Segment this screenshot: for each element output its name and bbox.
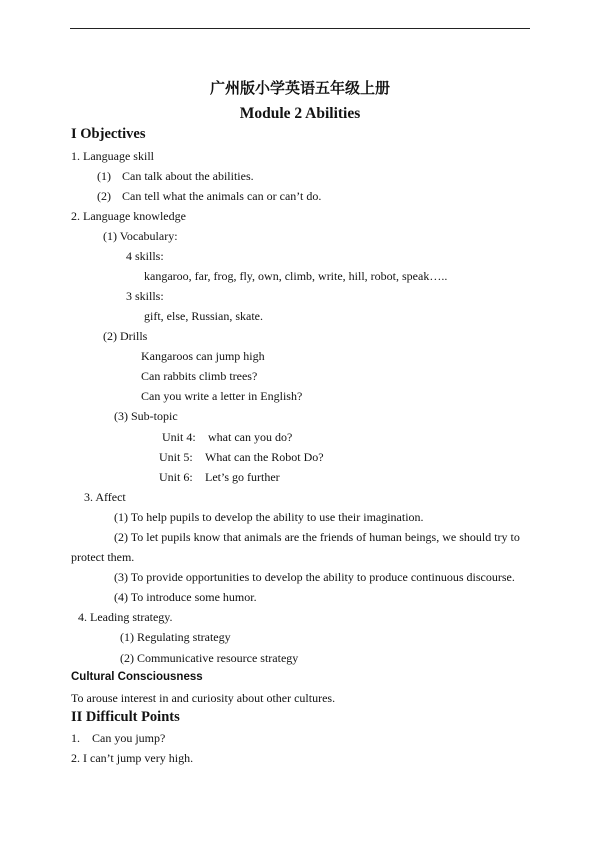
unit-label: Unit 6: [159, 470, 193, 484]
vocabulary-label: (1) Vocabulary: [103, 229, 178, 243]
difficult-point-item [71, 751, 193, 765]
unit-title: what can you do? [208, 430, 293, 444]
language-skill-item [97, 189, 321, 203]
affect-item-continuation: protect them. [71, 550, 135, 564]
subtopic-item [162, 430, 292, 444]
difficult-points-heading: II Difficult Points [71, 709, 180, 725]
item-number: 2. [71, 751, 80, 765]
affect-item: (1) To help pupils to develop the ability to use their imagination. [114, 510, 424, 524]
affect-label: 3. Affect [84, 490, 126, 504]
unit-label: Unit 5: [159, 450, 193, 464]
item-text: Can tell what the animals can or can’t do. [122, 189, 322, 203]
drill-sentence: Can you write a letter in English? [141, 389, 303, 403]
item-text: Can talk about the abilities. [122, 169, 254, 183]
unit-title: Let’s go further [205, 470, 280, 484]
item-text: I can’t jump very high. [83, 751, 194, 765]
chinese-title: 广州版小学英语五年级上册 [209, 79, 390, 97]
unit-label: Unit 4: [162, 430, 196, 444]
difficult-point-item [71, 731, 165, 745]
strategy-item: (2) Communicative resource strategy [120, 651, 299, 665]
strategy-item: (1) Regulating strategy [120, 630, 231, 644]
item-text: Can you jump? [92, 731, 166, 745]
language-skill-label: 1. Language skill [71, 149, 154, 163]
affect-item: (2) To let pupils know that animals are the friends of human beings, we should try to [114, 530, 520, 544]
cultural-heading: Cultural Consciousness [71, 671, 203, 683]
cultural-text: To arouse interest in and curiosity about other cultures. [71, 691, 336, 705]
three-skills-words: gift, else, Russian, skate. [144, 309, 263, 323]
language-skill-item [97, 169, 254, 183]
leading-strategy-label: 4. Leading strategy. [78, 610, 173, 624]
drill-sentence: Can rabbits climb trees? [141, 369, 258, 383]
drills-label: (2) Drills [103, 329, 148, 343]
affect-item: (3) To provide opportunities to develop the ability to produce continuous discourse. [114, 570, 515, 584]
subtopic-item [159, 470, 280, 484]
item-number: (1) [97, 169, 111, 183]
affect-item: (4) To introduce some humor. [114, 590, 257, 604]
drill-sentence: Kangaroos can jump high [141, 349, 265, 363]
four-skills-words: kangaroo, far, frog, fly, own, climb, write, hill, robot, speak….. [144, 269, 448, 283]
header-rule [70, 28, 530, 29]
four-skills-label: 4 skills: [126, 249, 164, 263]
module-title: Module 2 Abilities [239, 105, 361, 122]
objectives-heading: I Objectives [71, 126, 146, 142]
unit-title: What can the Robot Do? [205, 450, 324, 464]
item-number: (2) [97, 189, 111, 203]
subtopic-label: (3) Sub-topic [114, 409, 178, 423]
language-knowledge-label: 2. Language knowledge [71, 209, 186, 223]
subtopic-item [159, 450, 324, 464]
item-number: 1. [71, 731, 80, 745]
three-skills-label: 3 skills: [126, 289, 164, 303]
